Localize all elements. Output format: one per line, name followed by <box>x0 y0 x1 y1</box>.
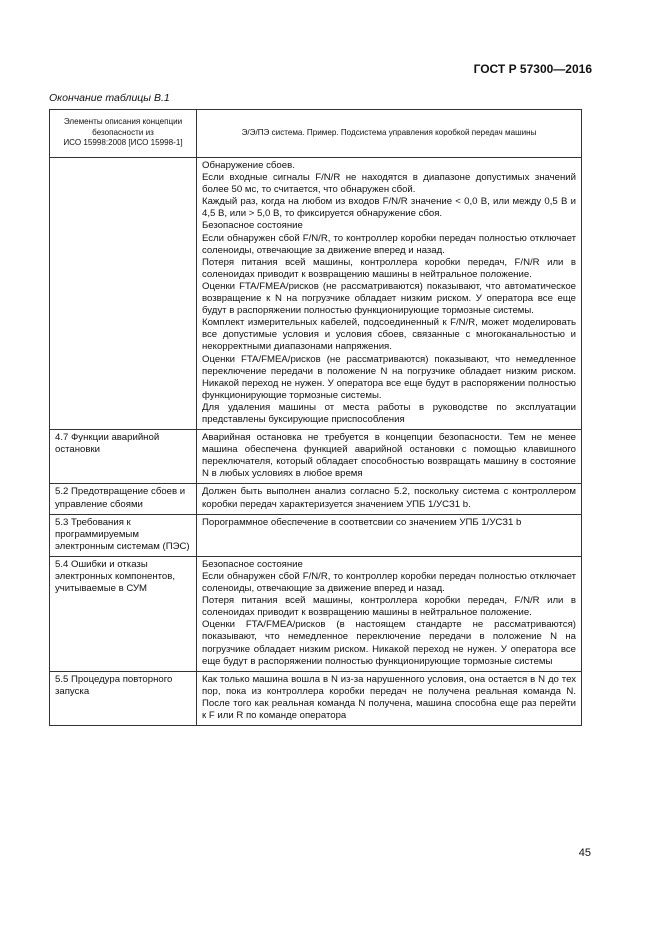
table-row <box>50 430 582 484</box>
row-element-cell: 5.3 Требования к программируемым электронным системам (ПЭС) <box>50 514 197 556</box>
description-paragraph: Потеря питания всей машины, контроллера коробки передач, F/N/R или в соленоидах приводит к возвращению машины в нейтральное положение. <box>202 595 576 619</box>
description-paragraph: Как только машина вошла в N из-за нарушенного условия, она остается в N до тех пор, пока из контроллера коробки передач не получена реальная команда N. После того как реальная команда N получена, машина способна еще раз перейти к F или R по команде оператора <box>202 673 576 722</box>
description-paragraph: Для удаления машины от места работы в руководстве по эксплуатации представлены буксирующие приспособления <box>202 401 576 425</box>
description-paragraph: Если обнаружен сбой F/N/R, то контроллер коробки передач полностью отключает соленоиды, отвечающие за движение вперед и назад. <box>202 571 576 595</box>
description-paragraph: Если входные сигналы F/N/R не находятся в диапазоне допустимых значений более 50 мс, то считается, что обнаружен сбой. <box>202 172 576 196</box>
row-description-cell <box>197 430 582 484</box>
description-paragraph: Каждый раз, когда на любом из входов F/N/R значение < 0,0 В, или между 0,5 В и 4,5 В, или > 5,0 В, то фиксируется обнаружение сбоя. <box>202 196 576 220</box>
row-element-cell: 5.4 Ошибки и отказы электронных компонентов, учитываемые в СУМ <box>50 556 197 671</box>
row-description-cell <box>197 484 582 514</box>
row-element-cell: 4.7 Функции аварийной остановки <box>50 430 197 484</box>
description-paragraph: Безопасное состояние <box>202 558 303 570</box>
column-header-system: Э/Э/ПЭ система. Пример. Подсистема управления коробкой передач машины <box>197 110 582 158</box>
table-caption: Окончание таблицы В.1 <box>49 92 170 104</box>
description-paragraph: Комплект измерительных кабелей, подсоединенный к F/N/R, может моделировать все допустимые условия и условия сбоев, связанные с многоканальностью и некорректными диапазонами напряжения. <box>202 317 576 353</box>
description-paragraph: Если обнаружен сбой F/N/R, то контроллер коробки передач полностью отключает соленоиды, отвечающие за движение вперед и назад. <box>202 232 576 256</box>
column-header-elements: Элементы описания концепции безопасности из ИСО 15998:2008 [ИСО 15998-1] <box>50 110 197 158</box>
table-row <box>50 484 582 514</box>
document-code: ГОСТ Р 57300—2016 <box>473 62 592 76</box>
description-paragraph: Безопасное состояние <box>202 220 303 232</box>
description-paragraph: Оценки FTA/FMEA/рисков (не рассматриваются) показывают, что автоматическое возвращение к N на погрузчике обладает низким риском. У оператора все еще будут в распоряжении полностью функционирующие тормозные системы. <box>202 280 576 317</box>
page-number: 45 <box>578 847 591 859</box>
description-paragraph: Оценки FTA/FMEA/рисков (в настоящем стандарте не рассматриваются) показывают, что немедленное переключение передачи в положение N на погрузчике обладает низким риском. Никакой переход не нужен. У оператора все еще будут в распоряжении полностью функционирующие тормозные системы <box>202 619 576 667</box>
row-description-cell <box>197 158 582 430</box>
table-row <box>50 514 582 556</box>
row-description-cell <box>197 556 582 671</box>
description-paragraph: Обнаружение сбоев. <box>202 160 295 171</box>
requirements-table <box>49 109 582 726</box>
description-paragraph: Потеря питания всей машины, контроллера коробки передач, F/N/R или в соленоидах приводит к возвращению машины в нейтральное положение. <box>202 256 576 280</box>
row-element-cell: 5.5 Процедура повторного запуска <box>50 671 197 725</box>
row-description-cell <box>197 671 582 725</box>
table-row <box>50 556 582 671</box>
description-paragraph: Оценки FTA/FMEA/рисков (не рассматриваются) показывают, что немедленное переключение передачи в положение N на погрузчике обладает низким риском. Никакой переход не нужен. У оператора все еще будут в распоряжении полностью функционирующие тормозные системы. <box>202 353 576 401</box>
table-header-row <box>50 110 582 158</box>
table-row <box>50 158 582 430</box>
row-element-cell <box>50 158 197 430</box>
description-paragraph: Порограммное обеспечение в соответсвии со значением УПБ 1/УСЗ1 b <box>202 516 522 528</box>
description-paragraph: Аварийная остановка не требуется в концепции безопасности. Тем не менее машина обеспечена функцией аварийной остановки с помощью клавишного переключателя, который обладает способностью возвращать машину в состояние N в любых условиях в любое время <box>202 432 576 480</box>
description-paragraph: Должен быть выполнен анализ согласно 5.2, поскольку система с контроллером коробки передач характеризуется значением УПБ 1/УСЗ1 b. <box>202 486 576 510</box>
table-row <box>50 671 582 725</box>
row-element-cell: 5.2 Предотвращение сбоев и управление сбоями <box>50 484 197 514</box>
row-description-cell <box>197 514 582 556</box>
